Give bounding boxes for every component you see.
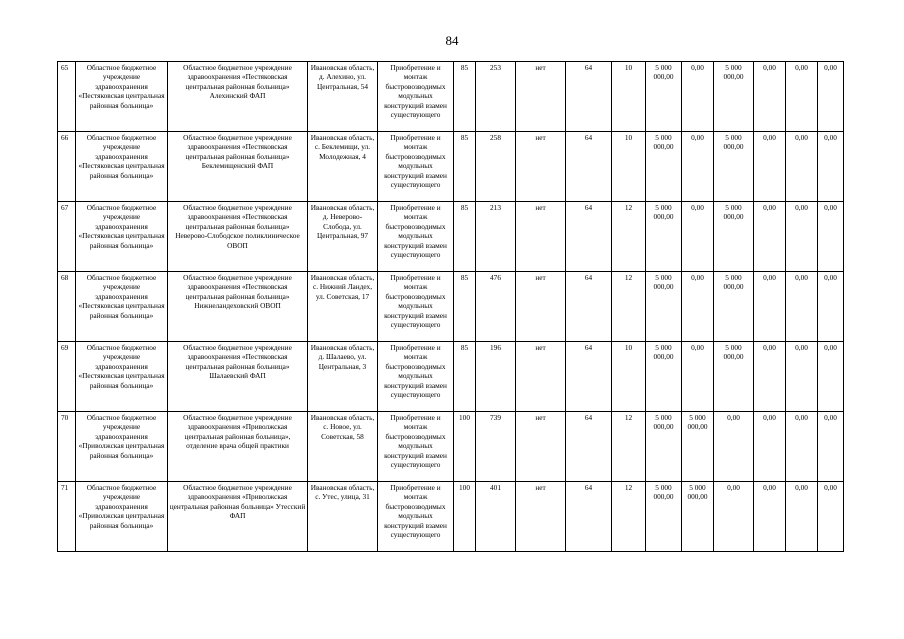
total-amount-cell: 5 000 000,00 <box>646 132 682 202</box>
row-number-cell: 70 <box>58 412 76 482</box>
percent-cell: 100 <box>454 412 476 482</box>
row-number-cell: 65 <box>58 62 76 132</box>
area-cell: 64 <box>566 202 612 272</box>
amount-2023-cell: 0,00 <box>818 202 844 272</box>
action-cell: Приобретение и монтаж быстровозводимых модульных конструкций взамен существующего <box>378 482 454 552</box>
federal-amount-cell: 5 000 000,00 <box>682 482 714 552</box>
table-row <box>58 482 844 552</box>
flag-cell: нет <box>516 342 566 412</box>
capacity-cell: 12 <box>612 482 646 552</box>
regional-amount-cell: 5 000 000,00 <box>714 272 754 342</box>
capacity-cell: 10 <box>612 132 646 202</box>
address-cell: Ивановская область, с. Утес, улица, 31 <box>308 482 378 552</box>
area-cell: 64 <box>566 62 612 132</box>
capacity-cell: 12 <box>612 272 646 342</box>
row-number-cell: 66 <box>58 132 76 202</box>
facility-name-cell: Областное бюджетное учреждение здравоохранения «Приволжская центральная районная больница», отделение врача общей практики <box>168 412 308 482</box>
total-amount-cell: 5 000 000,00 <box>646 202 682 272</box>
amount-2023-cell: 0,00 <box>818 132 844 202</box>
federal-amount-cell: 0,00 <box>682 62 714 132</box>
action-cell: Приобретение и монтаж быстровозводимых модульных конструкций взамен существующего <box>378 342 454 412</box>
flag-cell: нет <box>516 482 566 552</box>
facility-name-cell: Областное бюджетное учреждение здравоохранения «Приволжская центральная районная больница» Утесский ФАП <box>168 482 308 552</box>
population-cell: 739 <box>476 412 516 482</box>
address-cell: Ивановская область, д. Неверово-Слобода, ул. Центральная, 97 <box>308 202 378 272</box>
amount-2021-cell: 0,00 <box>754 482 786 552</box>
area-cell: 64 <box>566 342 612 412</box>
action-cell: Приобретение и монтаж быстровозводимых модульных конструкций взамен существующего <box>378 412 454 482</box>
percent-cell: 85 <box>454 62 476 132</box>
address-cell: Ивановская область, с. Новое, ул. Советская, 58 <box>308 412 378 482</box>
percent-cell: 100 <box>454 482 476 552</box>
federal-amount-cell: 0,00 <box>682 272 714 342</box>
flag-cell: нет <box>516 412 566 482</box>
organization-name-cell: Областное бюджетное учреждение здравоохранения «Пестяковская центральная районная больница» <box>76 342 168 412</box>
population-cell: 476 <box>476 272 516 342</box>
regional-amount-cell: 5 000 000,00 <box>714 132 754 202</box>
area-cell: 64 <box>566 132 612 202</box>
flag-cell: нет <box>516 272 566 342</box>
total-amount-cell: 5 000 000,00 <box>646 62 682 132</box>
page-number: 84 <box>445 33 459 48</box>
organization-name-cell: Областное бюджетное учреждение здравоохранения «Пестяковская центральная районная больница» <box>76 132 168 202</box>
amount-2023-cell: 0,00 <box>818 482 844 552</box>
regional-amount-cell: 0,00 <box>714 412 754 482</box>
federal-amount-cell: 0,00 <box>682 132 714 202</box>
organization-name-cell: Областное бюджетное учреждение здравоохранения «Приволжская центральная районная больница» <box>76 482 168 552</box>
area-cell: 64 <box>566 272 612 342</box>
address-cell: Ивановская область, с. Беклемищи, ул. Молодежная, 4 <box>308 132 378 202</box>
organization-name-cell: Областное бюджетное учреждение здравоохранения «Пестяковская центральная районная больница» <box>76 62 168 132</box>
organization-name-cell: Областное бюджетное учреждение здравоохранения «Приволжская центральная районная больница» <box>76 412 168 482</box>
address-cell: Ивановская область, с. Нижний Ландех, ул. Советская, 17 <box>308 272 378 342</box>
table-row <box>58 412 844 482</box>
capacity-cell: 10 <box>612 62 646 132</box>
action-cell: Приобретение и монтаж быстровозводимых модульных конструкций взамен существующего <box>378 62 454 132</box>
table-row <box>58 342 844 412</box>
row-number-cell: 69 <box>58 342 76 412</box>
regional-amount-cell: 5 000 000,00 <box>714 202 754 272</box>
total-amount-cell: 5 000 000,00 <box>646 272 682 342</box>
capacity-cell: 12 <box>612 202 646 272</box>
amount-2022-cell: 0,00 <box>786 482 818 552</box>
amount-2022-cell: 0,00 <box>786 412 818 482</box>
amount-2023-cell: 0,00 <box>818 342 844 412</box>
area-cell: 64 <box>566 482 612 552</box>
address-cell: Ивановская область, д. Шалаево, ул. Центральная, 3 <box>308 342 378 412</box>
action-cell: Приобретение и монтаж быстровозводимых модульных конструкций взамен существующего <box>378 202 454 272</box>
regional-amount-cell: 5 000 000,00 <box>714 342 754 412</box>
data-table <box>57 61 844 552</box>
percent-cell: 85 <box>454 132 476 202</box>
area-cell: 64 <box>566 412 612 482</box>
capacity-cell: 12 <box>612 412 646 482</box>
facility-name-cell: Областное бюджетное учреждение здравоохранения «Пестяковская центральная районная больница» Алехинский ФАП <box>168 62 308 132</box>
population-cell: 253 <box>476 62 516 132</box>
total-amount-cell: 5 000 000,00 <box>646 482 682 552</box>
percent-cell: 85 <box>454 272 476 342</box>
table-row <box>58 202 844 272</box>
population-cell: 196 <box>476 342 516 412</box>
facility-name-cell: Областное бюджетное учреждение здравоохранения «Пестяковская центральная районная больница» Беклемищенский ФАП <box>168 132 308 202</box>
amount-2022-cell: 0,00 <box>786 202 818 272</box>
amount-2022-cell: 0,00 <box>786 342 818 412</box>
amount-2021-cell: 0,00 <box>754 342 786 412</box>
organization-name-cell: Областное бюджетное учреждение здравоохранения «Пестяковская центральная районная больница» <box>76 202 168 272</box>
facility-name-cell: Областное бюджетное учреждение здравоохранения «Пестяковская центральная районная больница» Шалаевский ФАП <box>168 342 308 412</box>
federal-amount-cell: 0,00 <box>682 202 714 272</box>
federal-amount-cell: 0,00 <box>682 342 714 412</box>
amount-2022-cell: 0,00 <box>786 62 818 132</box>
amount-2021-cell: 0,00 <box>754 62 786 132</box>
total-amount-cell: 5 000 000,00 <box>646 412 682 482</box>
flag-cell: нет <box>516 132 566 202</box>
amount-2021-cell: 0,00 <box>754 132 786 202</box>
row-number-cell: 68 <box>58 272 76 342</box>
amount-2023-cell: 0,00 <box>818 272 844 342</box>
action-cell: Приобретение и монтаж быстровозводимых модульных конструкций взамен существующего <box>378 132 454 202</box>
population-cell: 213 <box>476 202 516 272</box>
row-number-cell: 71 <box>58 482 76 552</box>
amount-2023-cell: 0,00 <box>818 412 844 482</box>
action-cell: Приобретение и монтаж быстровозводимых модульных конструкций взамен существующего <box>378 272 454 342</box>
federal-amount-cell: 5 000 000,00 <box>682 412 714 482</box>
amount-2021-cell: 0,00 <box>754 202 786 272</box>
amount-2023-cell: 0,00 <box>818 62 844 132</box>
table-row <box>58 272 844 342</box>
address-cell: Ивановская область, д. Алехино, ул. Центральная, 54 <box>308 62 378 132</box>
table-row <box>58 62 844 132</box>
flag-cell: нет <box>516 62 566 132</box>
table-body <box>58 62 844 552</box>
population-cell: 401 <box>476 482 516 552</box>
facility-name-cell: Областное бюджетное учреждение здравоохранения «Пестяковская центральная районная больница» Нижнеландеховский ОВОП <box>168 272 308 342</box>
amount-2022-cell: 0,00 <box>786 272 818 342</box>
amount-2022-cell: 0,00 <box>786 132 818 202</box>
percent-cell: 85 <box>454 342 476 412</box>
amount-2021-cell: 0,00 <box>754 412 786 482</box>
organization-name-cell: Областное бюджетное учреждение здравоохранения «Пестяковская центральная районная больница» <box>76 272 168 342</box>
regional-amount-cell: 0,00 <box>714 482 754 552</box>
total-amount-cell: 5 000 000,00 <box>646 342 682 412</box>
amount-2021-cell: 0,00 <box>754 272 786 342</box>
capacity-cell: 10 <box>612 342 646 412</box>
table-row <box>58 132 844 202</box>
row-number-cell: 67 <box>58 202 76 272</box>
flag-cell: нет <box>516 202 566 272</box>
facility-name-cell: Областное бюджетное учреждение здравоохранения «Пестяковская центральная районная больница» Неверово-Слободское поликлиническое ОВОП <box>168 202 308 272</box>
percent-cell: 85 <box>454 202 476 272</box>
regional-amount-cell: 5 000 000,00 <box>714 62 754 132</box>
population-cell: 258 <box>476 132 516 202</box>
